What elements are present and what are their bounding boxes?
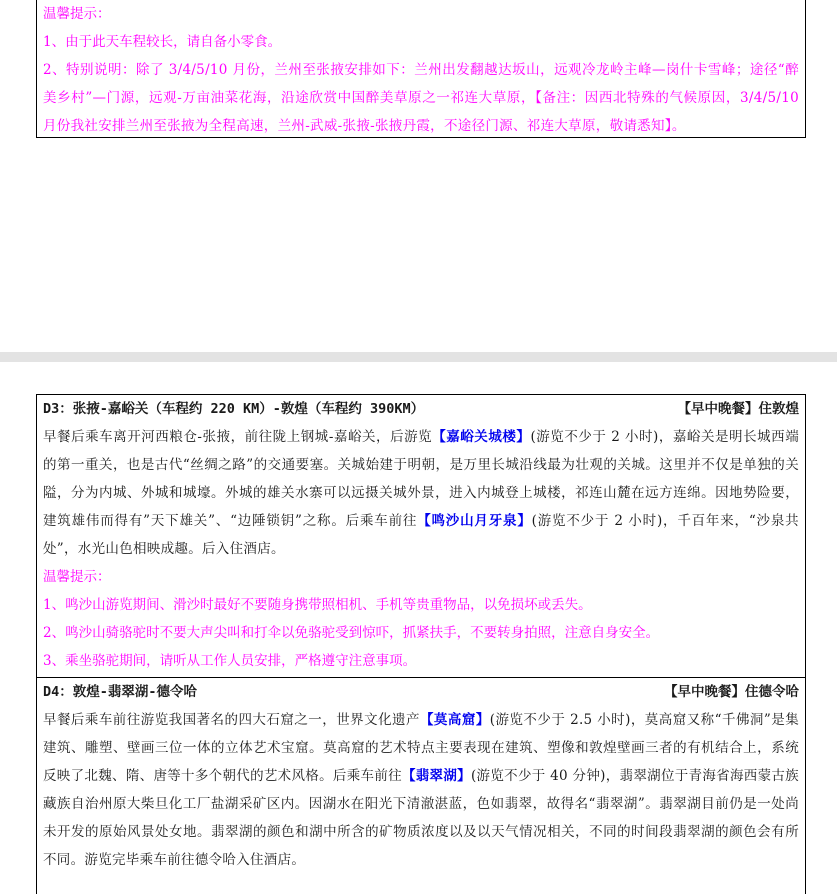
description-text: (游览不少于 2 小时)，千百年来，“沙泉共处”，水光山色相映成趣。后入住酒店。 — [43, 513, 799, 557]
tip-item: 2、鸣沙山骑骆驼时不要大声尖叫和打伞以免骆驼受到惊吓，抓紧扶手，不要转身拍照，注意自身安全。 — [43, 625, 660, 641]
meal-info: 【早中晚餐】住德令哈 — [664, 684, 799, 700]
page-bottom — [0, 362, 837, 880]
description-text: (游览不少于 2.5 小时)，莫高窟又称“千佛洞”是集建筑、雕塑、壁画三位一体的立体艺术宝窟。莫高窟的艺术特点主要表现在建筑、塑像和敦煌壁画三者的有机结合上，系统反映了北魏、隋、唐等十多个朝代的艺术风格。后乘车前往 — [43, 712, 799, 784]
description-text: 早餐后乘车前往游览我国著名的四大石窟之一，世界文化遗产 — [43, 712, 420, 728]
day-title: D4：敦煌-翡翠湖-德令哈 — [43, 684, 198, 700]
itinerary-box-top — [36, 0, 806, 138]
description-text: 早餐后乘车离开河西粮仓-张掖，前往陇上钢城-嘉峪关，后游览 — [43, 429, 433, 445]
tip-item: 3、乘坐骆驼期间，请听从工作人员安排，严格遵守注意事项。 — [43, 653, 417, 669]
description-text: (游览不少于 40 分钟)，翡翠湖位于青海省海西蒙古族藏族自治州原大柴旦化工厂盐湖采矿区内。因湖水在阳光下清澈湛蓝，色如翡翠，故得名“翡翠湖”。翡翠湖目前仍是一处尚未开发的原始风景处女地。翡翠湖的颜色和湖中所含的矿物质浓度以及以天气情况相关，不同的时间段翡翠湖的颜色会有所不同。游览完毕乘车前往德令哈入住酒店。 — [43, 768, 799, 868]
tips-title: 温馨提示： — [43, 6, 111, 22]
tip-item: 2、特别说明：除了 3/4/5/10 月份，兰州至张掖安排如下：兰州出发翻越达坂山，远观冷龙岭主峰—岗什卡雪峰；途径“醉美乡村”—门源，远观-万亩油菜花海，沿途欣赏中国醉美草原之一祁连大草原，【备注：因西北特殊的气候原因，3/4/5/10 月份我社安排兰州至张掖为全程高速，兰州-武威-张掖-张掖丹霞，不途径门源、祁连大草原，敬请悉知】。 — [43, 62, 799, 134]
tip-item: 1、鸣沙山游览期间、滑沙时最好不要随身携带照相机、手机等贵重物品，以免损坏或丢失。 — [43, 597, 592, 613]
itinerary-box-bottom — [36, 394, 806, 894]
description-text: (游览不少于 2 小时)，嘉峪关是明长城西端的第一重关，也是古代“丝绸之路”的交通要塞。关城始建于明朝，是万里长城沿线最为壮观的关城。这里并不仅是单独的关隘，分为内城、外城和城壕。外城的雄关水寨可以远摄关城外景，进入内城登上城楼，祁连山麓在远方连绵。因地势险要，建筑雄伟而得有”天下雄关”、“边陲锁钥”之称。后乘车前往 — [43, 429, 799, 529]
attraction-name: 【鸣沙山月牙泉】 — [417, 513, 532, 529]
day-description — [43, 706, 799, 874]
attraction-name: 【嘉峪关城楼】 — [432, 429, 531, 445]
day-header — [43, 678, 799, 706]
attraction-name: 【翡翠湖】 — [401, 768, 471, 784]
attraction-name: 【莫高窟】 — [419, 712, 490, 728]
day-title: D3：张掖-嘉峪关（车程约 220 KM）-敦煌（车程约 390KM） — [43, 401, 425, 417]
page-separator — [0, 352, 837, 362]
day-description — [43, 423, 799, 563]
day-header — [43, 395, 799, 423]
tip-item: 1、由于此天车程较长，请自备小零食。 — [43, 34, 282, 50]
tips-title: 温馨提示： — [43, 569, 111, 585]
meal-info: 【早中晚餐】住敦煌 — [677, 401, 799, 417]
page-top — [0, 0, 837, 352]
